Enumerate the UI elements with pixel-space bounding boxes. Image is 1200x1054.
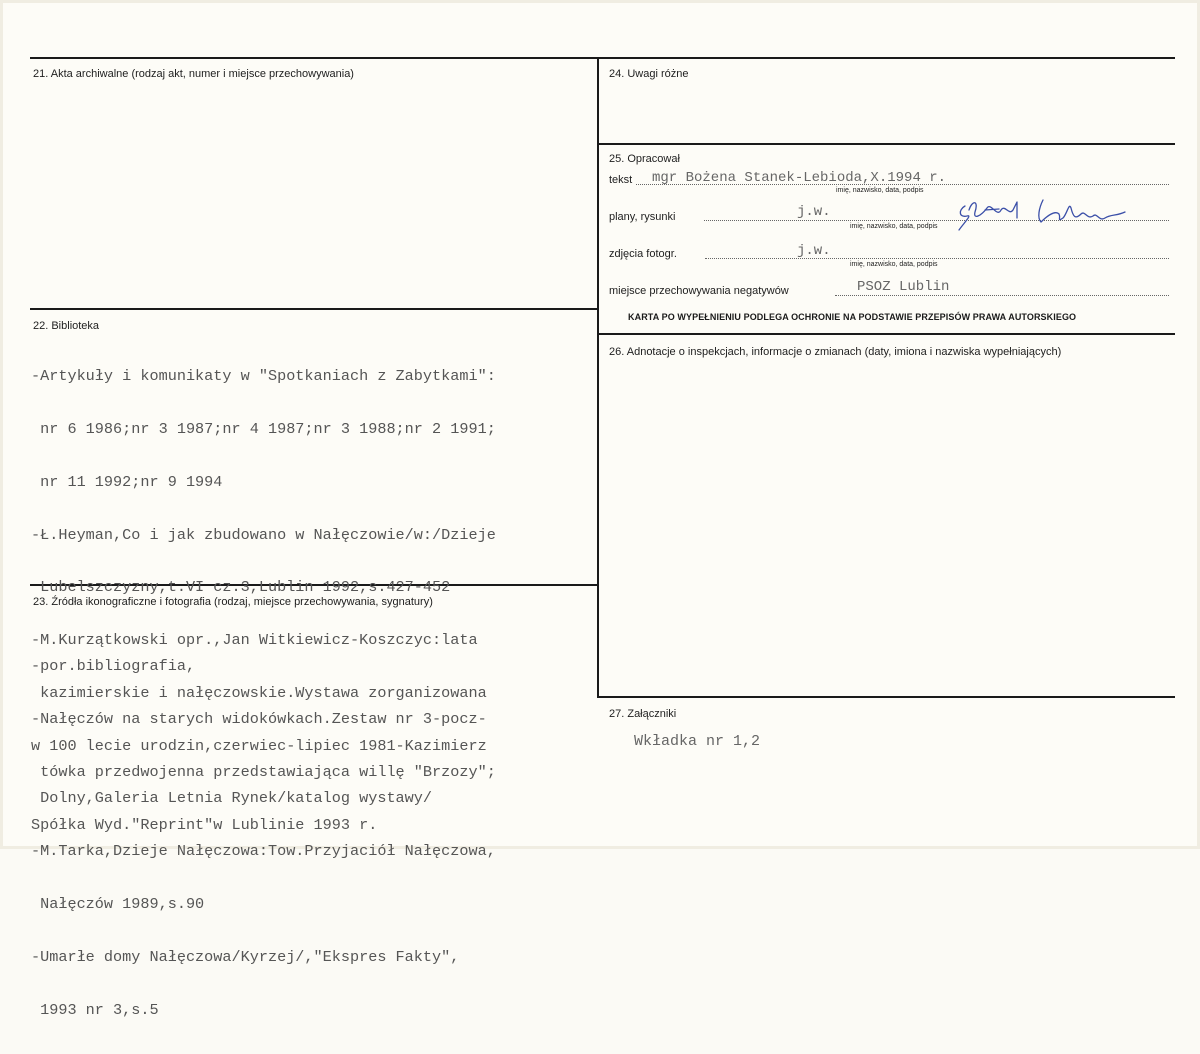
bibliography-line: kazimierskie i nałęczowskie.Wystawa zorganizowana <box>31 683 487 702</box>
bibliography-line: Dolny,Galeria Letnia Rynek/katalog wystawy/ <box>31 789 433 808</box>
plany-value: j.w. <box>797 204 831 220</box>
divider-24-25 <box>597 143 1175 145</box>
section-23-label: 23. Źródła ikonograficzne i fotografia (rodzaj, miejsce przechowywania, sygnatury) <box>33 596 433 608</box>
miejsce-dotted-line <box>835 295 1169 296</box>
iconography-line: -por.bibliografia, <box>31 657 196 676</box>
bibliography-line: w 100 lecie urodzin,czerwiec-lipiec 1981-Kazimierz <box>31 736 487 755</box>
miejsce-value: PSOZ Lublin <box>857 279 950 295</box>
bibliography-line: 1993 nr 3,s.5 <box>31 1000 159 1019</box>
section-27-label: 27. Załączniki <box>609 708 677 720</box>
bibliography-line: -Artykuły i komunikaty w "Spotkaniach z Zabytkami": <box>31 367 496 386</box>
zdjecia-label: zdjęcia fotogr. <box>609 248 677 260</box>
iconography-line: tówka przedwojenna przedstawiająca willę "Brzozy"; <box>31 762 496 781</box>
tekst-label: tekst <box>609 174 633 186</box>
attachments-value: Wkładka nr 1,2 <box>634 733 761 750</box>
signature <box>955 196 1130 236</box>
zdjecia-value: j.w. <box>797 243 831 259</box>
top-border <box>30 57 1175 59</box>
tekst-value: mgr Bożena Stanek-Lebioda,X.1994 r. <box>652 170 947 186</box>
bibliography-line: -M.Kurzątkowski opr.,Jan Witkiewicz-Koszczyc:lata <box>31 631 478 650</box>
center-divider <box>597 57 599 697</box>
section-23-text <box>31 623 496 869</box>
section-26-label: 26. Adnotacje o inspekcjach, informacje o zmianach (daty, imiona i nazwiska wypełniających) <box>609 346 1062 358</box>
miejsce-label: miejsce przechowywania negatywów <box>609 285 789 297</box>
bibliography-line: -Umarłe domy Nałęczowa/Kyrzej/,"Ekspres Fakty", <box>31 947 460 966</box>
section-24-label: 24. Uwagi różne <box>609 68 689 80</box>
bibliography-line: Nałęczów 1989,s.90 <box>31 895 205 913</box>
divider-26-27 <box>597 696 1175 698</box>
bibliography-line: Lubelszczyzny,t.VI cz.3,Lublin 1992,s.427-452 <box>31 578 451 597</box>
bibliography-line: nr 11 1992;nr 9 1994 <box>31 472 223 491</box>
plany-caption: imię, nazwisko, data, podpis <box>850 223 938 230</box>
divider-25-26 <box>597 333 1175 335</box>
section-21-label: 21. Akta archiwalne (rodzaj akt, numer i miejsce przechowywania) <box>33 68 354 80</box>
copyright-note: KARTA PO WYPEŁNIENIU PODLEGA OCHRONIE NA PODSTAWIE PRZEPISÓW PRAWA AUTORSKIEGO <box>628 312 1077 322</box>
bibliography-line: nr 6 1986;nr 3 1987;nr 4 1987;nr 3 1988;nr 2 1991; <box>31 419 496 438</box>
plany-label: plany, rysunki <box>609 211 676 223</box>
divider-21-22 <box>30 308 598 310</box>
iconography-line: -Nałęczów na starych widokówkach.Zestaw nr 3-pocz- <box>31 709 487 728</box>
bibliography-line: -M.Tarka,Dzieje Nałęczowa:Tow.Przyjaciół Nałęczowa, <box>31 842 496 861</box>
section-25-label: 25. Opracował <box>609 153 680 165</box>
bibliography-line: -Ł.Heyman,Co i jak zbudowano w Nałęczowie/w:/Dzieje <box>31 525 496 544</box>
zdjecia-dotted-line <box>705 258 1169 259</box>
iconography-line: Spółka Wyd."Reprint"w Lublinie 1993 r. <box>31 815 378 834</box>
tekst-caption: imię, nazwisko, data, podpis <box>836 187 924 194</box>
zdjecia-caption: imię, nazwisko, data, podpis <box>850 261 938 268</box>
section-22-label: 22. Biblioteka <box>33 320 100 332</box>
